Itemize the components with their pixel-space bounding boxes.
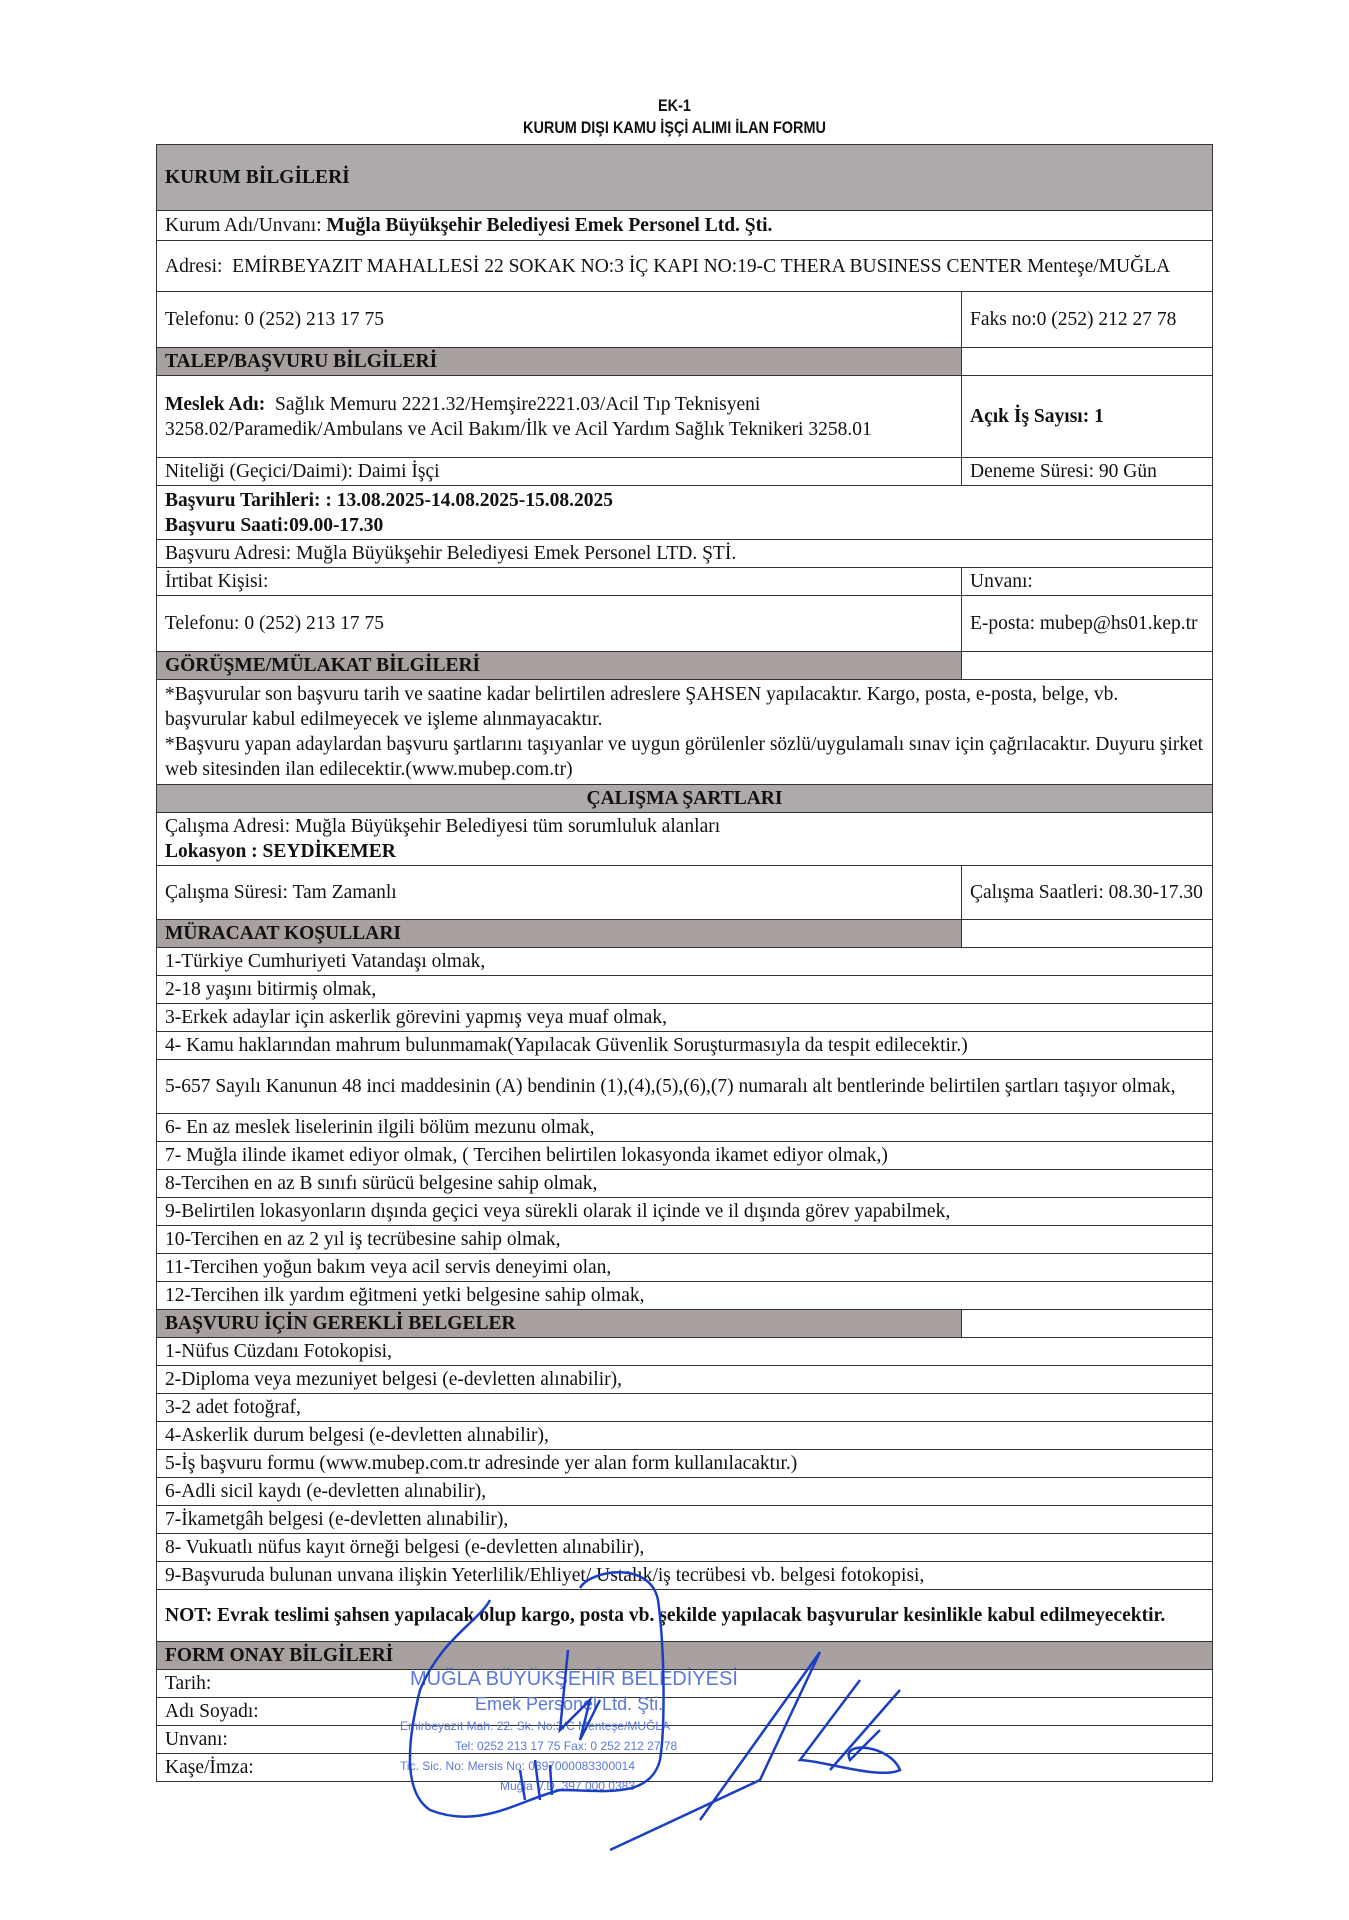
- approval-date: Tarih:: [157, 1670, 1213, 1698]
- form-title: KURUM DIŞI KAMU İŞÇİ ALIMI İLAN FORMU: [523, 118, 826, 137]
- condition-item: 1-Türkiye Cumhuriyeti Vatandaşı olmak,: [157, 948, 1213, 976]
- document-item: 9-Başvuruda bulunan unvana ilişkin Yeterlilik/Ehliyet/ Ustalık/iş tecrübesi vb. belgesi fotokopisi,: [157, 1562, 1213, 1590]
- approval-name: Adı Soyadı:: [157, 1698, 1213, 1726]
- condition-item: 9-Belirtilen lokasyonların dışında geçici veya sürekli olarak il içinde ve il dışında görev yapabilmek,: [157, 1198, 1213, 1226]
- employment-type: Niteliği (Geçici/Daimi): Daimi İşçi: [157, 458, 962, 486]
- svg-text:Muğla V.D. 397 000 0383: Muğla V.D. 397 000 0383: [500, 1779, 635, 1793]
- open-jobs: Açık İş Sayısı: 1: [962, 376, 1213, 458]
- institution-name: Kurum Adı/Unvanı: Muğla Büyükşehir Belediyesi Emek Personel Ltd. Şti.: [157, 211, 1213, 241]
- section-gorusme-header: GÖRÜŞME/MÜLAKAT BİLGİLERİ: [157, 652, 962, 680]
- interview-info: *Başvurular son başvuru tarih ve saatine kadar belirtilen adreslere ŞAHSEN yapılacaktır. Kargo, posta, e-posta, belge, vb. başvurular kabul edilmeyecek ve işleme alınmayacaktır. *Başvuru yapan adaylardan başvuru şartlarını taşıyanlar ve uygun görülenler sözlü/uygulamalı sınav için çağrılacaktır. Duyuru şirket web sitesinden ilan edilecektir.(www.mubep.com.tr): [157, 680, 1213, 785]
- condition-item: 5-657 Sayılı Kanunun 48 inci maddesinin (A) bendinin (1),(4),(5),(6),(7) numaralı alt bentlerinde belirtilen şartları taşıyor olmak,: [157, 1060, 1213, 1114]
- document-item: 4-Askerlik durum belgesi (e-devletten alınabilir),: [157, 1422, 1213, 1450]
- svg-text:Tic. Sic. No: Mersis No: 0397: Tic. Sic. No: Mersis No: 0397000083300014: [400, 1759, 636, 1773]
- condition-item: 7- Muğla ilinde ikamet ediyor olmak, ( Tercihen belirtilen lokasyonda ikamet ediyor olmak,): [157, 1142, 1213, 1170]
- contact-person: İrtibat Kişisi:: [157, 568, 962, 596]
- document-item: 2-Diploma veya mezuniyet belgesi (e-devletten alınabilir),: [157, 1366, 1213, 1394]
- document-item: 8- Vukuatlı nüfus kayıt örneği belgesi (e-devletten alınabilir),: [157, 1534, 1213, 1562]
- contact-email: E-posta: mubep@hs01.kep.tr: [962, 596, 1213, 652]
- svg-text:Tel: 0252 213 17 75 Fax: 0 252: Tel: 0252 213 17 75 Fax: 0 252 212 27 78: [455, 1739, 678, 1753]
- announcement-form: [156, 144, 1213, 1782]
- condition-item: 3-Erkek adaylar için askerlik görevini yapmış veya muaf olmak,: [157, 1004, 1213, 1032]
- condition-item: 8-Tercihen en az B sınıfı sürücü belgesine sahip olmak,: [157, 1170, 1213, 1198]
- section-onay-header: FORM ONAY BİLGİLERİ: [157, 1642, 1213, 1670]
- condition-item: 2-18 yaşını bitirmiş olmak,: [157, 976, 1213, 1004]
- document-item: 5-İş başvuru formu (www.mubep.com.tr adresinde yer alan form kullanılacaktır.): [157, 1450, 1213, 1478]
- document-item: 3-2 adet fotoğraf,: [157, 1394, 1213, 1422]
- svg-text:Emek Personel Ltd. Şti.: Emek Personel Ltd. Şti.: [475, 1694, 664, 1714]
- section-muracaat-header: MÜRACAAT KOŞULLARI: [157, 920, 962, 948]
- condition-item: 10-Tercihen en az 2 yıl iş tecrübesine sahip olmak,: [157, 1226, 1213, 1254]
- occupation: Meslek Adı: Sağlık Memuru 2221.32/Hemşire2221.03/Acil Tıp Teknisyeni 3258.02/Paramedik/Ambulans ve Acil Bakım/İlk ve Acil Yardım Sağlık Teknikeri 3258.01: [157, 376, 962, 458]
- condition-item: 6- En az meslek liselerinin ilgili bölüm mezunu olmak,: [157, 1114, 1213, 1142]
- condition-item: 11-Tercihen yoğun bakım veya acil servis deneyimi olan,: [157, 1254, 1213, 1282]
- contact-title: Unvanı:: [962, 568, 1213, 596]
- application-dates: Başvuru Tarihleri: : 13.08.2025-14.08.2025-15.08.2025 Başvuru Saati:09.00-17.30: [157, 486, 1213, 540]
- delivery-note: NOT: Evrak teslimi şahsen yapılacak olup kargo, posta vb. şekilde yapılacak başvurular kesinlikle kabul edilmeyecektir.: [157, 1590, 1213, 1642]
- contact-phone: Telefonu: 0 (252) 213 17 75: [157, 596, 962, 652]
- approval-title: Unvanı:: [157, 1726, 1213, 1754]
- condition-item: 4- Kamu haklarından mahrum bulunmamak(Yapılacak Güvenlik Soruşturmasıyla da tespit edilecektir.): [157, 1032, 1213, 1060]
- approval-stamp-sign: Kaşe/İmza:: [157, 1754, 1213, 1782]
- work-duration: Çalışma Süresi: Tam Zamanlı: [157, 866, 962, 920]
- annex-code: EK-1: [658, 96, 691, 115]
- probation-period: Deneme Süresi: 90 Gün: [962, 458, 1213, 486]
- institution-phone: Telefonu: 0 (252) 213 17 75: [157, 292, 962, 348]
- section-kurum-header: KURUM BİLGİLERİ: [157, 145, 1213, 211]
- application-address: Başvuru Adresi: Muğla Büyükşehir Belediyesi Emek Personel LTD. ŞTİ.: [157, 540, 1213, 568]
- institution-address: Adresi: EMİRBEYAZIT MAHALLESİ 22 SOKAK NO:3 İÇ KAPI NO:19-C THERA BUSINESS CENTER Menteşe/MUĞLA: [157, 241, 1213, 292]
- condition-item: 12-Tercihen ilk yardım eğitmeni yetki belgesine sahip olmak,: [157, 1282, 1213, 1310]
- document-item: 7-İkametgâh belgesi (e-devletten alınabilir),: [157, 1506, 1213, 1534]
- section-belgeler-header: BAŞVURU İÇİN GEREKLİ BELGELER: [157, 1310, 962, 1338]
- work-hours: Çalışma Saatleri: 08.30-17.30: [962, 866, 1213, 920]
- document-item: 1-Nüfus Cüzdanı Fotokopisi,: [157, 1338, 1213, 1366]
- institution-fax: Faks no:0 (252) 212 27 78: [962, 292, 1213, 348]
- svg-text:Emirbeyazıt Mah. 22. Sk. No:3/: Emirbeyazıt Mah. 22. Sk. No:3/C Menteşe/MUĞLA: [400, 1719, 671, 1733]
- section-calisma-header: ÇALIŞMA ŞARTLARI: [157, 785, 1213, 813]
- document-item: 6-Adli sicil kaydı (e-devletten alınabilir),: [157, 1478, 1213, 1506]
- section-talep-header: TALEP/BAŞVURU BİLGİLERİ: [157, 348, 962, 376]
- work-address: Çalışma Adresi: Muğla Büyükşehir Belediyesi tüm sorumluluk alanları Lokasyon : SEYDİKEMER: [157, 813, 1213, 866]
- svg-text:MUĞLA BÜYÜKŞEHİR BELEDİYESİ: MUĞLA BÜYÜKŞEHİR BELEDİYESİ: [410, 1668, 738, 1690]
